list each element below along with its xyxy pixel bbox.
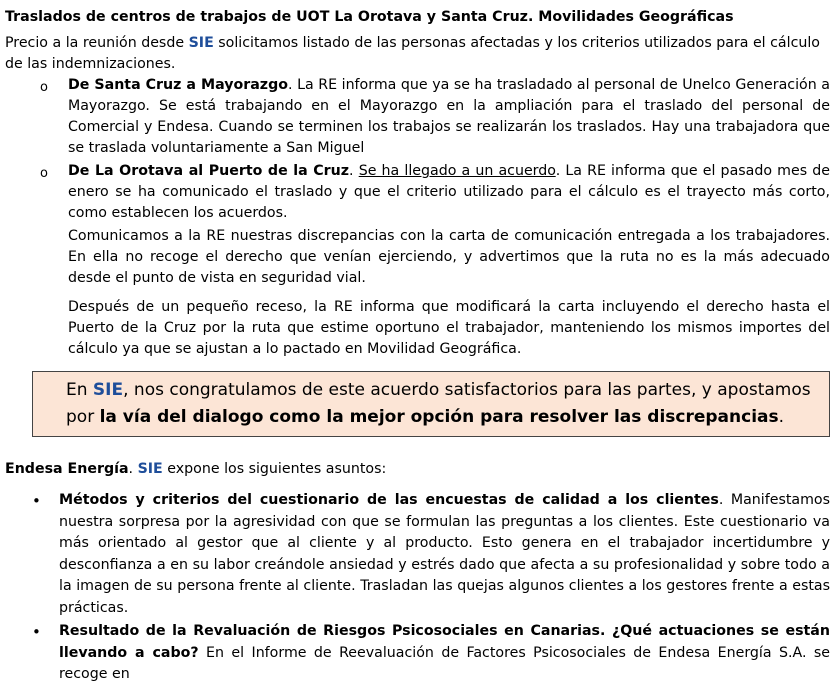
list-bullet: o [40,80,48,95]
list-item-riesgos: Resultado de la Revaluación de Riesgos Psicosociales en Canarias. ¿Qué actuaciones se están llevando a cabo? En el Informe de Reevaluación de Factores Psicosociales de Endesa Energía S.A. se recoge en [59,623,830,682]
list-bullet: • [32,623,41,641]
discrepancies-paragraph: Comunicamos a la RE nuestras discrepancias con la carta de comunicación entregada a los trabajadores. En ella no recoge el derecho que venían ejerciendo, y advertimos que la ruta no es la más adecuado desde el punto de vista en seguridad vial. [68,228,830,286]
document-title: Traslados de centros de trabajos de UOT La Orotava y Santa Cruz. Movilidades Geográficas [5,9,734,25]
intro-paragraph: Precio a la reunión desde SIE solicitamos listado de las personas afectadas y los criterios utilizados para el cálculo de las indemnizaciones. [5,35,820,72]
list-item-cuestionario: Métodos y criterios del cuestionario de las encuestas de calidad a los clientes. Manifestamos nuestra sorpresa por la agresividad con que se formulan las preguntas a los clientes. Este cuestionario va más orientado al gestor que al cliente y al producto. Esto genera en el trabajador incertidumbre y desconfianza a en su labor creándole ansiedad y estrés dado que afecta a su profesionalidad y sobre todo a la imagen de su persona frente al cliente. Trasladan las quejas algunos clientes a los gestores frente a estas prácticas. [59,492,830,616]
list-bullet: • [32,492,41,510]
list-item-santa-cruz: De Santa Cruz a Mayorazgo. La RE informa que ya se ha trasladado al personal de Unelco Generación a Mayorazgo. Se está trabajando en el Mayorazgo en la ampliación para el traslado del personal de Comercial y Endesa. Cuando se terminen los trabajos se realizarán los traslados. Hay una trabajadora que se traslada voluntariamente a San Miguel [68,77,830,156]
list-bullet: o [40,166,48,181]
receso-paragraph: Después de un pequeño receso, la RE informa que modificará la carta incluyendo el derecho hasta el Puerto de la Cruz por la ruta que estime oportuno el trabajador, manteniendo los mismos importes del cálculo ya que se ajustan a lo pactado en Movilidad Geográfica. [68,299,830,357]
endesa-section-heading: Endesa Energía. SIE expone los siguientes asuntos: [5,461,387,477]
list-item-la-orotava: De La Orotava al Puerto de la Cruz. Se ha llegado a un acuerdo. La RE informa que el pasado mes de enero se ha comunicado el traslado y que el criterio utilizado para el cálculo es el trayecto más corto, como establecen los acuerdos. [68,163,830,221]
agreement-callout: En SIE, nos congratulamos de este acuerdo satisfactorios para las partes, y apostamos por la vía del dialogo como la mejor opción para resolver las discrepancias. [32,371,830,437]
sie-label: SIE [188,35,214,51]
